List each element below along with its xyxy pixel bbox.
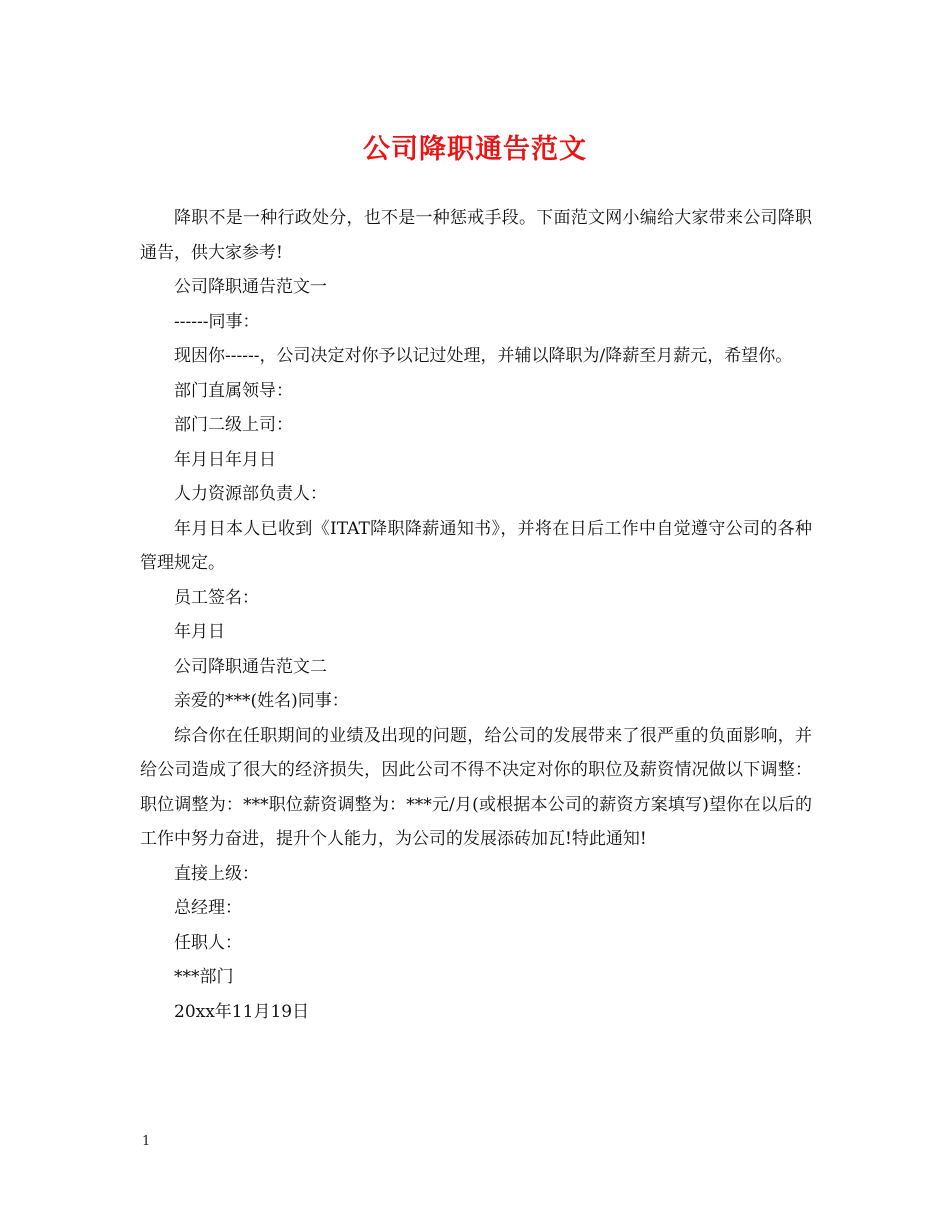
signature-line-direct-superior: 直接上级： <box>174 863 259 884</box>
paragraph-acknowledgement: 年月日本人已收到《ITAT降职降薪通知书》，并将在日后工作中自觉遵守公司的各种管理规定。 <box>140 518 812 573</box>
department-line: ***部门 <box>174 967 234 987</box>
paragraph-decision-1: 现因你------，公司决定对你予以记过处理，并辅以降职为/降薪至月薪元，希望你。 <box>174 346 793 366</box>
section-heading-1: 公司降职通告范文一 <box>174 277 327 297</box>
signature-line-employee: 员工签名： <box>174 587 259 608</box>
paragraph-intro: 降职不是一种行政处分，也不是一种惩戒手段。下面范文网小编给大家带来公司降职通告，供大家参考! <box>140 208 812 263</box>
paragraph-salutation-2: 亲爱的***(姓名)同事： <box>174 691 349 711</box>
signature-line-hr: 人力资源部负责人： <box>174 484 327 504</box>
date-line-1: 年月日年月日 <box>174 449 276 470</box>
paragraph-salutation-1: ------同事： <box>174 311 260 332</box>
signature-line-general-manager: 总经理： <box>174 898 242 918</box>
signature-line-direct-leader: 部门直属领导： <box>174 380 293 401</box>
paragraph-decision-2: 综合你在任职期间的业绩及出现的问题，给公司的发展带来了很严重的负面影响，并给公司造成了很大的经济损失，因此公司不得不决定对你的职位及薪资情况做以下调整：职位调整为：***职位薪资调整为：***元/月(或根据本公司的薪资方案填写)望你在以后的工作中努力奋进，提升个人能力，为公司的发展添砖加瓦!特此通知! <box>140 725 812 849</box>
date-line-3: 20xx年11月19日 <box>174 1001 310 1022</box>
date-line-2: 年月日 <box>174 622 225 642</box>
section-heading-2: 公司降职通告范文二 <box>174 656 327 677</box>
signature-line-second-supervisor: 部门二级上司： <box>174 415 293 435</box>
document-title: 公司降职通告范文 <box>363 134 587 165</box>
signature-line-appointee: 任职人： <box>174 932 242 953</box>
page-number: 1 <box>142 1134 151 1149</box>
document-body <box>140 201 812 1029</box>
